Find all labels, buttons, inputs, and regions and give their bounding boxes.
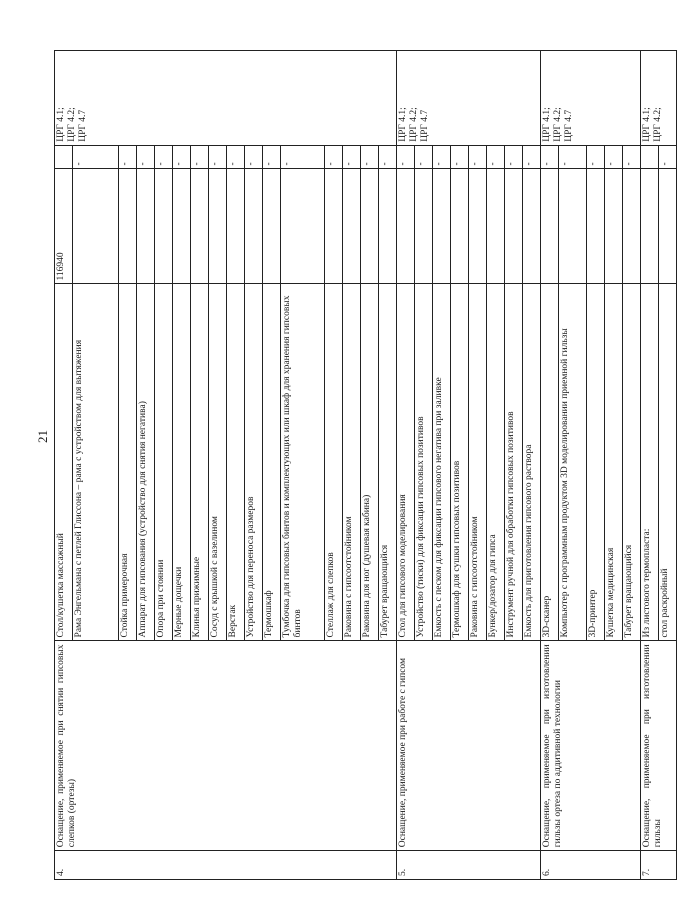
equipment-item: Раковина с гипсоотстойником [343, 284, 361, 641]
equipment-quantity: - [659, 145, 677, 169]
equipment-code [397, 169, 415, 284]
equipment-code [281, 169, 325, 284]
equipment-item: Стойка примерочная [119, 284, 137, 641]
reference-code: ЦРГ 4.2; [408, 107, 419, 142]
equipment-quantity [641, 145, 659, 169]
equipment-quantity: - [245, 145, 263, 169]
equipment-code [415, 169, 433, 284]
equipment-code [659, 169, 677, 284]
equipment-quantity: - [281, 145, 325, 169]
equipment-quantity: - [191, 145, 209, 169]
equipment-code [541, 169, 559, 284]
equipment-quantity [55, 145, 73, 169]
group-number: 5. [397, 851, 541, 880]
equipment-quantity: - [623, 145, 641, 169]
equipment-item: Верстак [227, 284, 245, 641]
reference-code: ЦРГ 4.1; [642, 107, 652, 142]
equipment-code [155, 169, 173, 284]
equipment-code: 116940 [55, 169, 73, 284]
reference-code: ЦРГ 4.1; [542, 107, 552, 142]
equipment-code [245, 169, 263, 284]
page-number: 21 [35, 430, 50, 443]
equipment-quantity: - [605, 145, 623, 169]
equipment-item: Термошкаф для сушки гипсовых позитивов [451, 284, 469, 641]
equipment-item: Клинья прижимные [191, 284, 209, 641]
equipment-quantity: - [559, 145, 587, 169]
equipment-code [209, 169, 227, 284]
equipment-item: 3D-принтер [587, 284, 605, 641]
equipment-item: Устройство (тиски) для фиксации гипсовых позитивов [415, 284, 433, 641]
equipment-item: Стеллаж для слепков [325, 284, 343, 641]
group-name: Оснащение, применяемое при снятии гипсовых слепков (ортезы) [55, 641, 397, 851]
equipment-quantity: - [361, 145, 379, 169]
equipment-quantity: - [263, 145, 281, 169]
equipment-code [379, 169, 397, 284]
equipment-item: Тумбочка для гипсовых бинтов и комплектующих или шкаф для хранения гипсовых бинтов [281, 284, 325, 641]
equipment-code [587, 169, 605, 284]
equipment-item: Стол для гипсового моделирования [397, 284, 415, 641]
reference-code: ЦРГ 4.7 [77, 109, 88, 142]
table-row [541, 51, 559, 880]
equipment-quantity: - [541, 145, 559, 169]
group-references [397, 51, 541, 146]
equipment-item: Термошкаф [263, 284, 281, 641]
equipment-code [641, 169, 659, 284]
group-references [55, 51, 397, 146]
table-row [397, 51, 415, 880]
rotated-page-content [54, 50, 670, 880]
table-row [55, 51, 73, 880]
equipment-item: Раковина для ног (душевая кабина) [361, 284, 379, 641]
equipment-code [559, 169, 587, 284]
equipment-item: 3D-сканер [541, 284, 559, 641]
equipment-item: Емкость с песком для фиксации гипсового негатива при заливке [433, 284, 451, 641]
equipment-item: Раковина с гипсоотстойником [469, 284, 487, 641]
equipment-code [73, 169, 119, 284]
equipment-code [119, 169, 137, 284]
reference-code: ЦРГ 4.7 [419, 109, 430, 142]
equipment-code [469, 169, 487, 284]
equipment-code [173, 169, 191, 284]
equipment-quantity: - [73, 145, 119, 169]
equipment-quantity: - [587, 145, 605, 169]
table-row [641, 51, 659, 880]
equipment-quantity: - [415, 145, 433, 169]
equipment-code [227, 169, 245, 284]
equipment-quantity: - [487, 145, 505, 169]
group-references [641, 51, 677, 146]
equipment-item: Из листового термопласта: [641, 284, 659, 641]
equipment-code [487, 169, 505, 284]
equipment-item: стол раскройный [659, 284, 677, 641]
reference-code: ЦРГ 4.1; [56, 107, 66, 142]
group-name: Оснащение, применяемое при изготовлении гильзы ортеза по аддитивной технологии [541, 641, 641, 851]
equipment-quantity: - [505, 145, 523, 169]
equipment-item: Инструмент ручной для обработки гипсовых позитивов [505, 284, 523, 641]
equipment-code [523, 169, 541, 284]
equipment-item: Аппарат для гипсования (устройство для снятия негатива) [137, 284, 155, 641]
equipment-quantity: - [325, 145, 343, 169]
equipment-code [325, 169, 343, 284]
equipment-code [263, 169, 281, 284]
equipment-code [433, 169, 451, 284]
equipment-code [451, 169, 469, 284]
equipment-code [623, 169, 641, 284]
equipment-quantity: - [137, 145, 155, 169]
group-number: 7. [641, 851, 677, 880]
equipment-code [343, 169, 361, 284]
equipment-item: Устройство для переноса размеров [245, 284, 263, 641]
equipment-item: Табурет вращающийся [623, 284, 641, 641]
equipment-quantity: - [227, 145, 245, 169]
equipment-item: Табурет вращающийся [379, 284, 397, 641]
reference-code: ЦРГ 4.1; [398, 107, 408, 142]
group-name: Оснащение, применяемое при изготовлении гильзы [641, 641, 677, 851]
equipment-item: Сосуд с крышкой с вазелином [209, 284, 227, 641]
reference-code: ЦРГ 4.2; [652, 107, 663, 142]
reference-code: ЦРГ 4.7 [563, 109, 574, 142]
equipment-item: Бункер/дозатор для гипса [487, 284, 505, 641]
group-number: 6. [541, 851, 641, 880]
equipment-quantity: - [379, 145, 397, 169]
equipment-item: Опора при стоянии [155, 284, 173, 641]
reference-code: ЦРГ 4.2; [552, 107, 563, 142]
equipment-code [505, 169, 523, 284]
equipment-quantity: - [433, 145, 451, 169]
equipment-quantity: - [469, 145, 487, 169]
equipment-quantity: - [155, 145, 173, 169]
equipment-item: Рама Энгельмана с петлей Глиссона – рама с устройством для вытяжения [73, 284, 119, 641]
equipment-quantity: - [397, 145, 415, 169]
group-references [541, 51, 641, 146]
equipment-table [54, 50, 677, 880]
equipment-code [191, 169, 209, 284]
equipment-quantity: - [209, 145, 227, 169]
group-number: 4. [55, 851, 397, 880]
equipment-quantity: - [451, 145, 469, 169]
group-name: Оснащение, применяемое при работе с гипсом [397, 641, 541, 851]
equipment-quantity: - [173, 145, 191, 169]
equipment-code [361, 169, 379, 284]
equipment-item: Стол/кушетка массажный [55, 284, 73, 641]
equipment-code [605, 169, 623, 284]
equipment-quantity: - [523, 145, 541, 169]
reference-code: ЦРГ 4.2; [66, 107, 77, 142]
equipment-quantity: - [119, 145, 137, 169]
equipment-item: Компьютер с программным продуктом 3D моделировании приемной гильзы [559, 284, 587, 641]
equipment-item: Кушетка медицинская [605, 284, 623, 641]
equipment-quantity: - [343, 145, 361, 169]
equipment-item: Емкость для приготовления гипсового раствора [523, 284, 541, 641]
equipment-code [137, 169, 155, 284]
equipment-item: Мерные дощечки [173, 284, 191, 641]
